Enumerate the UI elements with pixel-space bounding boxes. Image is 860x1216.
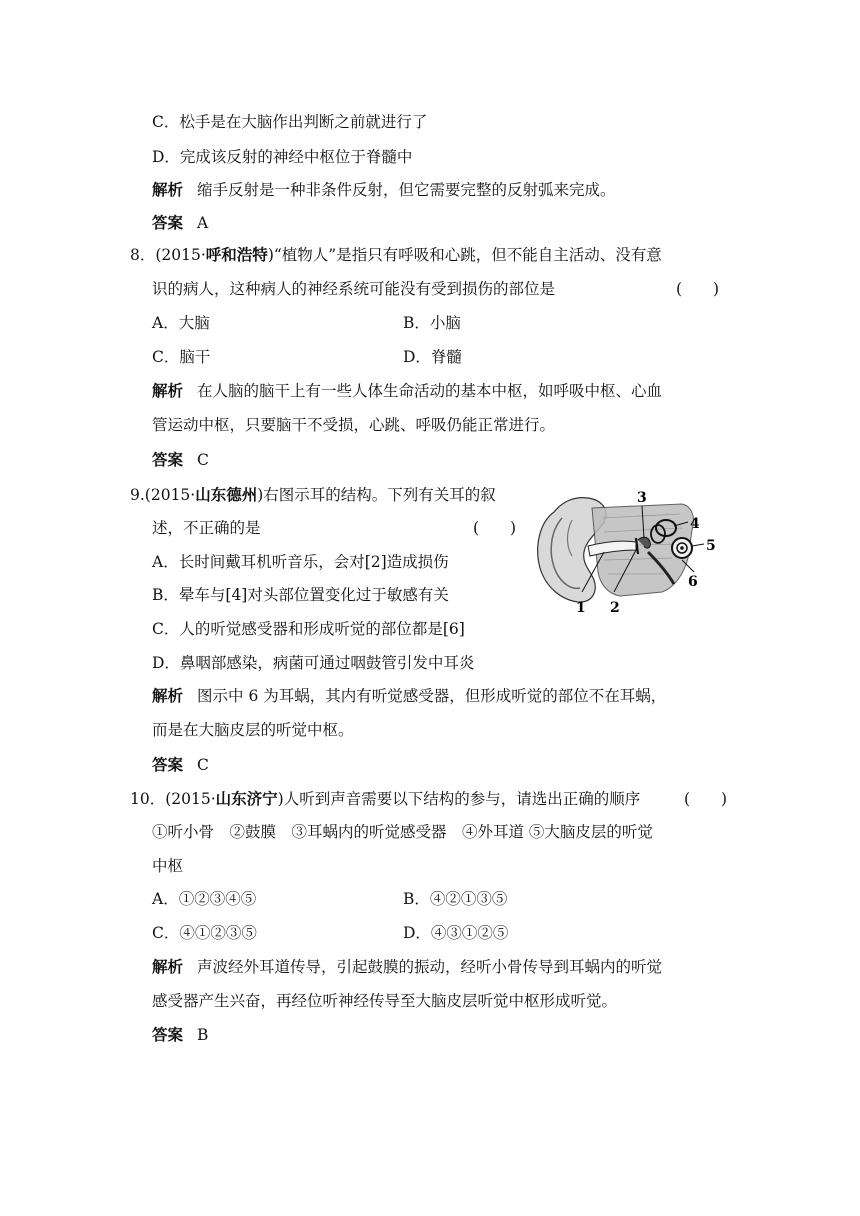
analysis-text: 缩手反射是一种非条件反射，但它需要完整的反射弧来完成。: [197, 181, 616, 199]
stem-text: “植物人”是指只有呼吸和心跳，但不能自主活动、没有意: [273, 246, 662, 264]
analysis-label: 解析: [152, 381, 184, 400]
analysis-text: 图示中 6 为耳蜗，其内有听觉感受器，但形成听觉的部位不在耳蜗，: [197, 687, 667, 705]
answer-label: 答案: [152, 213, 184, 232]
analysis-label: 解析: [152, 686, 184, 705]
stem-text: 人听到声音需要以下结构的参与，请选出正确的顺序: [283, 790, 641, 808]
q7-analysis: [152, 180, 616, 200]
figure-label-3: 3: [637, 490, 647, 506]
q8-option-c: C．脑干: [152, 348, 211, 366]
answer-value: A: [197, 214, 209, 232]
source-open: (2015·: [165, 790, 216, 808]
q8-stem-line1: [130, 245, 662, 265]
q9-analysis-line1: [152, 686, 666, 706]
source-close: ): [277, 790, 284, 808]
q7-answer: [152, 213, 208, 233]
q9-stem-line2: 述，不正确的是: [152, 519, 261, 537]
q8-option-d: D．脊髓: [403, 348, 462, 366]
figure-label-5: 5: [706, 538, 716, 554]
q10-analysis-line2: 感受器产生兴奋，再经位听神经传导至大脑皮层听觉中枢形成听觉。: [152, 992, 618, 1010]
ear-structure-figure: [532, 488, 732, 616]
question-number: 9.: [130, 486, 145, 504]
q10-option-b: B．④②①③⑤: [403, 890, 508, 908]
q10-option-d: D．④③①②⑤: [403, 924, 509, 942]
source-place: 呼和浩特: [205, 245, 268, 264]
q8-answer-blank: ( ): [676, 280, 720, 298]
q10-items-line1: ①听小骨 ②鼓膜 ③耳蜗内的听觉感受器 ④外耳道 ⑤大脑皮层的听觉: [152, 823, 653, 841]
answer-label: 答案: [152, 1025, 184, 1044]
q8-answer: [152, 450, 209, 470]
source-open: (2015·: [155, 246, 206, 264]
analysis-label: 解析: [152, 957, 184, 976]
q8-option-a: A．大脑: [152, 314, 210, 332]
source-open: (2015·: [144, 486, 196, 504]
q9-stem-line1: [130, 485, 496, 505]
stem-text: 右图示耳的结构。下列有关耳的叙: [263, 486, 496, 504]
question-number: 8．: [130, 246, 156, 264]
q10-option-a: A．①②③④⑤: [152, 890, 257, 908]
q7-option-c: C．松手是在大脑作出判断之前就进行了: [152, 113, 428, 131]
answer-label: 答案: [152, 755, 184, 774]
q10-answer: [152, 1025, 208, 1045]
q9-option-b: B．晕车与[4]对头部位置变化过于敏感有关: [152, 586, 449, 604]
answer-value: B: [197, 1026, 209, 1044]
answer-label: 答案: [152, 450, 184, 469]
figure-label-2: 2: [610, 600, 620, 616]
answer-value: C: [197, 451, 209, 469]
q9-option-d: D．鼻咽部感染，病菌可通过咽鼓管引发中耳炎: [152, 654, 475, 672]
q10-analysis-line1: [152, 957, 662, 977]
q9-option-c: C．人的听觉感受器和形成听觉的部位都是[6]: [152, 620, 465, 638]
q9-analysis-line2: 而是在大脑皮层的听觉中枢。: [152, 721, 354, 739]
analysis-text: 声波经外耳道传导，引起鼓膜的振动，经听小骨传导到耳蜗内的听觉: [197, 958, 663, 976]
q10-option-c: C．④①②③⑤: [152, 924, 257, 942]
analysis-label: 解析: [152, 180, 184, 199]
source-close: ): [257, 486, 264, 504]
q10-stem: [130, 789, 640, 809]
figure-label-4: 4: [690, 516, 700, 532]
q8-stem-line2: 识的病人，这种病人的神经系统可能没有受到损伤的部位是: [152, 280, 556, 298]
q10-items-line2: 中枢: [152, 857, 184, 875]
q8-analysis-line2: 管运动中枢，只要脑干不受损，心跳、呼吸仍能正常进行。: [152, 416, 556, 434]
q9-answer-blank: ( ): [473, 519, 517, 537]
question-number: 10．: [130, 790, 166, 808]
source-close: ): [267, 246, 274, 264]
q8-option-b: B．小脑: [403, 314, 461, 332]
answer-value: C: [197, 756, 209, 774]
q9-answer: [152, 755, 209, 775]
q8-analysis-line1: [152, 381, 662, 401]
figure-label-1: 1: [576, 600, 586, 616]
q7-option-d: D．完成该反射的神经中枢位于脊髓中: [152, 148, 413, 166]
analysis-text: 在人脑的脑干上有一些人体生命活动的基本中枢，如呼吸中枢、心血: [197, 382, 663, 400]
source-place: 山东德州: [195, 485, 258, 504]
figure-label-6: 6: [688, 574, 698, 590]
source-place: 山东济宁: [215, 789, 278, 808]
q9-option-a: A．长时间戴耳机听音乐，会对[2]造成损伤: [152, 553, 449, 571]
q10-answer-blank: ( ): [684, 790, 728, 808]
